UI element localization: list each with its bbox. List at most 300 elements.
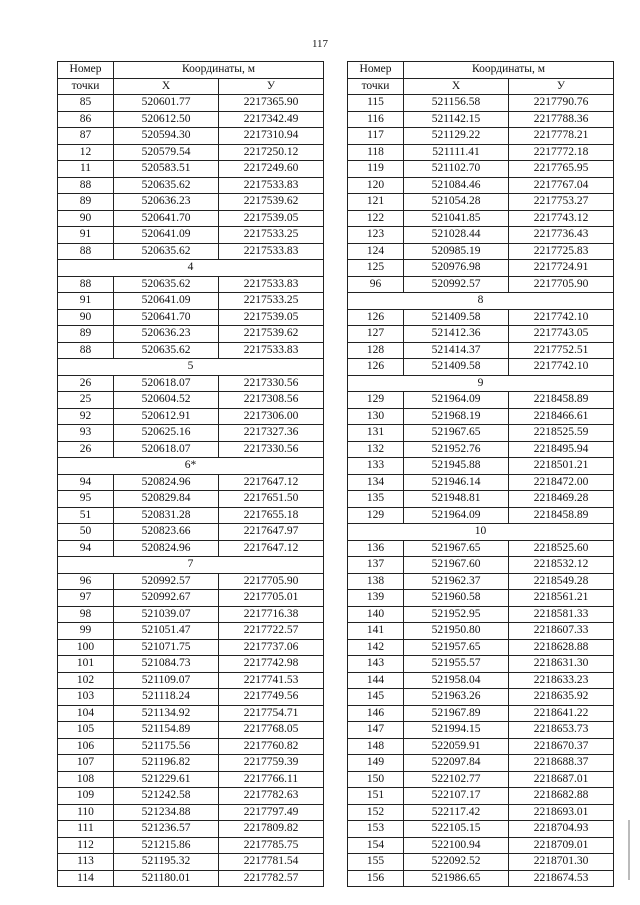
point-number: 153 [348,821,404,838]
table-row [348,441,614,458]
coordinate-y: 2217705.01 [219,590,324,607]
section-row [58,557,324,574]
table-row [58,375,324,392]
table-row [58,821,324,838]
table-row [58,837,324,854]
coordinate-x: 520636.23 [114,194,219,211]
section-row [348,375,614,392]
coordinate-x: 521412.36 [404,326,509,343]
point-number: 50 [58,524,114,541]
point-number: 94 [58,474,114,491]
point-number: 25 [58,392,114,409]
coordinate-y: 2217306.00 [219,408,324,425]
point-number: 87 [58,128,114,145]
coordinate-y: 2217308.56 [219,392,324,409]
point-number: 140 [348,606,404,623]
point-number: 136 [348,540,404,557]
table-row [58,326,324,343]
table-row [58,342,324,359]
table-row [348,672,614,689]
coordinate-y: 2217330.56 [219,375,324,392]
point-number: 90 [58,309,114,326]
section-row [58,359,324,376]
coordinate-x: 520641.09 [114,293,219,310]
coordinate-x: 521054.28 [404,194,509,211]
coordinate-y: 2217782.57 [219,870,324,887]
coordinate-x: 521175.56 [114,738,219,755]
point-number: 125 [348,260,404,277]
coordinate-y: 2218693.01 [509,804,614,821]
table-row [348,474,614,491]
point-number: 141 [348,623,404,640]
coordinate-x: 521196.82 [114,755,219,772]
table-row [58,540,324,557]
coordinate-y: 2217533.83 [219,177,324,194]
point-number: 142 [348,639,404,656]
point-number: 155 [348,854,404,871]
coordinate-x: 521242.58 [114,788,219,805]
point-number: 106 [58,738,114,755]
point-number: 120 [348,177,404,194]
coordinate-y: 2217788.36 [509,111,614,128]
coordinate-x: 521955.57 [404,656,509,673]
table-row [348,491,614,508]
point-number: 134 [348,474,404,491]
coordinate-x: 520601.77 [114,95,219,112]
section-label: 4 [58,260,324,277]
coordinate-y: 2217743.12 [509,210,614,227]
coordinate-y: 2217749.56 [219,689,324,706]
coordinate-y: 2218549.28 [509,573,614,590]
table-row [58,656,324,673]
coordinate-x: 520618.07 [114,441,219,458]
table-row [348,854,614,871]
table-row [348,111,614,128]
coordinate-y: 2218561.21 [509,590,614,607]
table-row [348,738,614,755]
table-row [58,738,324,755]
point-number: 105 [58,722,114,739]
table-row [348,821,614,838]
coordinate-x: 521236.57 [114,821,219,838]
coordinate-x: 520992.57 [404,276,509,293]
coordinate-y: 2217760.82 [219,738,324,755]
coordinate-y: 2217310.94 [219,128,324,145]
coordinate-x: 520636.23 [114,326,219,343]
point-number: 128 [348,342,404,359]
point-number: 121 [348,194,404,211]
coordinate-y: 2217365.90 [219,95,324,112]
table-row [348,95,614,112]
table-row [348,194,614,211]
table-row [58,392,324,409]
table-row [348,689,614,706]
coordinate-x: 522105.15 [404,821,509,838]
coordinate-y: 2217539.05 [219,309,324,326]
coordinate-x: 521964.09 [404,392,509,409]
coordinate-x: 521958.04 [404,672,509,689]
point-number: 148 [348,738,404,755]
point-number: 90 [58,210,114,227]
coordinate-y: 2217342.49 [219,111,324,128]
section-label: 8 [348,293,614,310]
coordinate-x: 521986.65 [404,870,509,887]
section-label: 6* [58,458,324,475]
table-row [348,458,614,475]
coordinate-y: 2218688.37 [509,755,614,772]
point-number: 126 [348,359,404,376]
coordinate-x: 521102.70 [404,161,509,178]
point-number: 149 [348,755,404,772]
coordinate-x: 522059.91 [404,738,509,755]
table-row [348,540,614,557]
coordinate-y: 2218687.01 [509,771,614,788]
coordinate-y: 2217736.43 [509,227,614,244]
section-row [348,524,614,541]
coordinate-x: 522097.84 [404,755,509,772]
coordinate-y: 2217705.90 [219,573,324,590]
table-row [58,755,324,772]
table-row [58,227,324,244]
table-row [58,672,324,689]
coordinate-y: 2217705.90 [509,276,614,293]
header-coordinates: Координаты, м [114,62,324,79]
coordinate-y: 2218501.21 [509,458,614,475]
point-number: 143 [348,656,404,673]
table-row [58,111,324,128]
coordinate-x: 520579.54 [114,144,219,161]
table-row [58,425,324,442]
point-number: 95 [58,491,114,508]
coordinate-x: 521952.95 [404,606,509,623]
coordinate-y: 2217742.10 [509,309,614,326]
section-label: 9 [348,375,614,392]
point-number: 93 [58,425,114,442]
coordinate-x: 521142.15 [404,111,509,128]
table-row [58,606,324,623]
coordinate-y: 2218682.88 [509,788,614,805]
point-number: 88 [58,342,114,359]
coordinate-x: 521039.07 [114,606,219,623]
point-number: 85 [58,95,114,112]
section-label: 7 [58,557,324,574]
point-number: 114 [58,870,114,887]
point-number: 117 [348,128,404,145]
coordinate-y: 2217767.04 [509,177,614,194]
coordinate-y: 2217647.12 [219,540,324,557]
coordinate-x: 520992.57 [114,573,219,590]
table-row [58,95,324,112]
table-row [348,144,614,161]
coordinate-x: 521963.26 [404,689,509,706]
table-row [348,788,614,805]
section-label: 10 [348,524,614,541]
point-number: 115 [348,95,404,112]
coordinate-x: 521028.44 [404,227,509,244]
header-x: X [114,78,219,95]
header-coordinates: Координаты, м [404,62,614,79]
point-number: 103 [58,689,114,706]
coordinate-x: 521229.61 [114,771,219,788]
table-row [348,755,614,772]
point-number: 88 [58,243,114,260]
coordinate-x: 522117.42 [404,804,509,821]
coordinate-x: 521960.58 [404,590,509,607]
coordinate-y: 2218635.92 [509,689,614,706]
coordinate-y: 2217533.25 [219,293,324,310]
table-row [348,392,614,409]
coordinate-x: 522092.52 [404,854,509,871]
coordinate-y: 2218674.53 [509,870,614,887]
table-row [348,227,614,244]
coordinate-y: 2218701.30 [509,854,614,871]
coordinate-x: 520641.09 [114,227,219,244]
table-row [58,870,324,887]
point-number: 123 [348,227,404,244]
coordinate-y: 2218525.60 [509,540,614,557]
coordinate-x: 520992.67 [114,590,219,607]
table-row [58,309,324,326]
coordinate-y: 2217250.12 [219,144,324,161]
coordinate-y: 2217533.83 [219,342,324,359]
point-number: 98 [58,606,114,623]
coordinate-x: 521967.65 [404,540,509,557]
point-number: 139 [348,590,404,607]
coordinate-x: 521950.80 [404,623,509,640]
coordinate-y: 2217781.54 [219,854,324,871]
table-row [58,705,324,722]
point-number: 135 [348,491,404,508]
section-label: 5 [58,359,324,376]
point-number: 26 [58,441,114,458]
point-number: 156 [348,870,404,887]
coordinates-table-right [347,61,614,887]
coordinate-x: 520594.30 [114,128,219,145]
coordinate-x: 520823.66 [114,524,219,541]
table-row [58,771,324,788]
coordinate-y: 2217785.75 [219,837,324,854]
point-number: 107 [58,755,114,772]
coordinate-y: 2218607.33 [509,623,614,640]
coordinate-y: 2218670.37 [509,738,614,755]
coordinate-y: 2217759.39 [219,755,324,772]
coordinate-y: 2217716.38 [219,606,324,623]
table-row [348,342,614,359]
table-row [348,606,614,623]
point-number: 97 [58,590,114,607]
table-row [58,804,324,821]
coordinate-x: 521195.32 [114,854,219,871]
coordinate-x: 521051.47 [114,623,219,640]
coordinate-x: 521967.60 [404,557,509,574]
table-row [58,507,324,524]
coordinate-x: 520612.50 [114,111,219,128]
coordinate-x: 521967.89 [404,705,509,722]
point-number: 138 [348,573,404,590]
point-number: 109 [58,788,114,805]
point-number: 124 [348,243,404,260]
coordinate-y: 2217655.18 [219,507,324,524]
header-y: У [219,78,324,95]
coordinate-x: 520625.16 [114,425,219,442]
coordinate-x: 521962.37 [404,573,509,590]
point-number: 131 [348,425,404,442]
coordinate-y: 2217651.50 [219,491,324,508]
point-number: 145 [348,689,404,706]
coordinate-y: 2217539.62 [219,326,324,343]
table-row [348,837,614,854]
coordinate-y: 2217765.95 [509,161,614,178]
coordinate-x: 521109.07 [114,672,219,689]
table-row [348,656,614,673]
coordinate-x: 520635.62 [114,276,219,293]
coordinate-x: 521964.09 [404,507,509,524]
coordinate-y: 2218631.30 [509,656,614,673]
point-number: 122 [348,210,404,227]
coordinate-y: 2217725.83 [509,243,614,260]
section-row [58,458,324,475]
point-number: 104 [58,705,114,722]
table-row [58,491,324,508]
coordinate-x: 520641.70 [114,210,219,227]
coordinate-y: 2217754.71 [219,705,324,722]
table-row [58,590,324,607]
coordinate-y: 2217743.05 [509,326,614,343]
coordinate-y: 2217330.56 [219,441,324,458]
coordinate-x: 522102.77 [404,771,509,788]
table-row [348,705,614,722]
coordinate-x: 520829.84 [114,491,219,508]
coordinate-y: 2218525.59 [509,425,614,442]
point-number: 119 [348,161,404,178]
coordinate-x: 521154.89 [114,722,219,739]
point-number: 110 [58,804,114,821]
table-row [58,441,324,458]
coordinate-x: 521134.92 [114,705,219,722]
coordinate-y: 2218633.23 [509,672,614,689]
header-point-number-line1: Номер [348,62,404,79]
point-number: 154 [348,837,404,854]
table-row [58,788,324,805]
point-number: 130 [348,408,404,425]
table-row [348,771,614,788]
section-row [348,293,614,310]
coordinate-x: 521129.22 [404,128,509,145]
table-row [58,524,324,541]
point-number: 92 [58,408,114,425]
table-row [348,804,614,821]
point-number: 91 [58,227,114,244]
point-number: 86 [58,111,114,128]
point-number: 116 [348,111,404,128]
table-row [58,573,324,590]
coordinate-x: 521968.19 [404,408,509,425]
table-row [58,408,324,425]
table-row [348,722,614,739]
coordinate-x: 521084.73 [114,656,219,673]
header-point-number-line2: точки [58,78,114,95]
coordinate-y: 2217778.21 [509,128,614,145]
point-number: 113 [58,854,114,871]
table-row [58,144,324,161]
table-row [348,260,614,277]
table-row [348,309,614,326]
coordinate-y: 2218581.33 [509,606,614,623]
coordinate-y: 2217790.76 [509,95,614,112]
coordinate-x: 521409.58 [404,309,509,326]
coordinate-x: 521948.81 [404,491,509,508]
coordinate-x: 521118.24 [114,689,219,706]
point-number: 88 [58,177,114,194]
coordinate-x: 521409.58 [404,359,509,376]
point-number: 112 [58,837,114,854]
scan-edge-mark [628,820,630,880]
point-number: 111 [58,821,114,838]
coordinate-x: 520618.07 [114,375,219,392]
coordinate-x: 520583.51 [114,161,219,178]
table-row [58,243,324,260]
table-row [348,243,614,260]
coordinate-y: 2218458.89 [509,392,614,409]
point-number: 51 [58,507,114,524]
coordinate-y: 2218641.22 [509,705,614,722]
coordinate-x: 521041.85 [404,210,509,227]
coordinate-x: 521071.75 [114,639,219,656]
coordinate-x: 521946.14 [404,474,509,491]
coordinate-y: 2217647.97 [219,524,324,541]
table-row [348,408,614,425]
table-row [348,425,614,442]
coordinate-x: 520635.62 [114,243,219,260]
table-row [348,590,614,607]
table-row [348,128,614,145]
coordinate-x: 521234.88 [114,804,219,821]
table-row [348,177,614,194]
point-number: 94 [58,540,114,557]
coordinate-y: 2218469.28 [509,491,614,508]
point-number: 129 [348,392,404,409]
point-number: 152 [348,804,404,821]
point-number: 89 [58,194,114,211]
table-row [348,639,614,656]
coordinate-x: 520824.96 [114,474,219,491]
coordinate-y: 2217772.18 [509,144,614,161]
table-row [348,870,614,887]
table-row [58,194,324,211]
coordinate-y: 2217737.06 [219,639,324,656]
point-number: 137 [348,557,404,574]
table-row [58,623,324,640]
coordinate-y: 2218709.01 [509,837,614,854]
table-row [348,161,614,178]
point-number: 91 [58,293,114,310]
coordinate-y: 2217533.83 [219,276,324,293]
coordinate-y: 2217742.10 [509,359,614,376]
coordinate-x: 520985.19 [404,243,509,260]
table-body [348,95,614,887]
table-header [58,62,324,95]
coordinate-x: 521111.41 [404,144,509,161]
point-number: 26 [58,375,114,392]
coordinate-y: 2218628.88 [509,639,614,656]
coordinate-x: 520976.98 [404,260,509,277]
point-number: 100 [58,639,114,656]
coordinate-x: 520604.52 [114,392,219,409]
coordinate-x: 521952.76 [404,441,509,458]
coordinate-y: 2218653.73 [509,722,614,739]
coordinate-x: 521215.86 [114,837,219,854]
point-number: 12 [58,144,114,161]
